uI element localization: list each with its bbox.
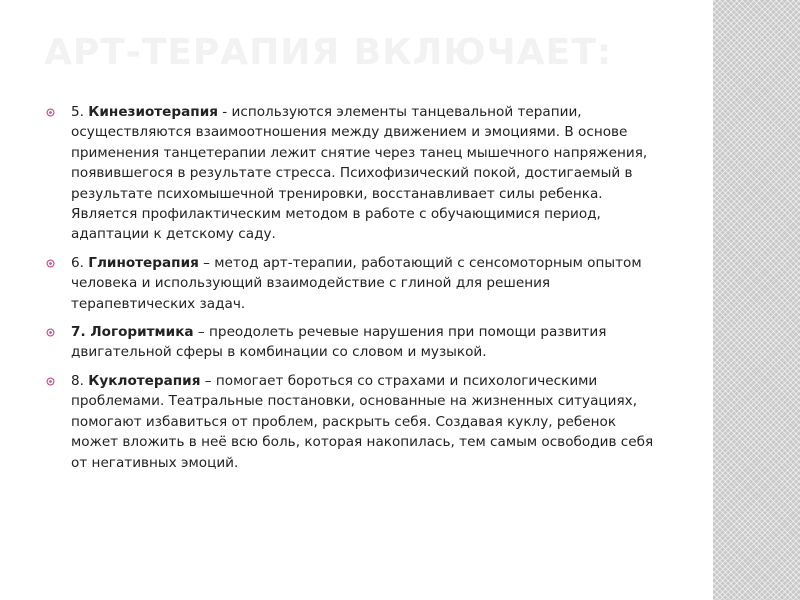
item-term: Кинезиотерапия xyxy=(88,104,218,120)
item-text: - используются элементы танцевальной терапии, осуществляются взаимоотношения между движением и эмоциями. В основе применения танцетерапии лежит снятие через танец мышечного напряжения, появившегося в результате стресса. Психофизический покой, достигаемый в результате психомышечной тренировки, восстанавливает силы ребенка. Является профилактическим методом в работе с обучающимися период, адаптации к детскому саду. xyxy=(71,104,648,243)
list-item xyxy=(44,371,664,473)
item-number: 5. xyxy=(71,104,89,120)
list-item xyxy=(44,322,664,363)
item-text: – метод арт-терапии, работающий с сенсомоторным опытом человека и использующий взаимодействие с глиной для решения терапевтических задач. xyxy=(71,254,642,312)
item-number: 8. xyxy=(71,372,89,389)
item-text: – преодолеть речевые нарушения при помощи развития двигательной сферы в комбинации со словом и музыкой. xyxy=(71,324,607,361)
bullet-circle-icon xyxy=(46,328,55,337)
bullet-circle-icon xyxy=(46,108,55,117)
item-number: 6. xyxy=(71,254,89,271)
bullet-list xyxy=(44,102,664,481)
list-item xyxy=(44,253,664,314)
list-item xyxy=(44,102,664,245)
slide-title: АРТ-ТЕРАПИЯ ВКЛЮЧАЕТ: xyxy=(44,32,613,73)
decorative-side-panel xyxy=(713,0,800,600)
item-term: Глинотерапия xyxy=(88,254,199,271)
bullet-circle-icon xyxy=(46,259,55,268)
bullet-circle-icon xyxy=(46,377,55,386)
item-term: 7. Логоритмика xyxy=(71,324,194,341)
item-text: – помогает бороться со страхами и психологическими проблемами. Театральные постановки, основанные на жизненных ситуациях, помогают избавиться от проблем, раскрыть себя. Создавая куклу, ребенок может вложить в неё всю боль, которая накопилась, тем самым освободив себя от негативных эмоций. xyxy=(71,372,654,471)
item-term: Куклотерапия xyxy=(88,372,201,389)
